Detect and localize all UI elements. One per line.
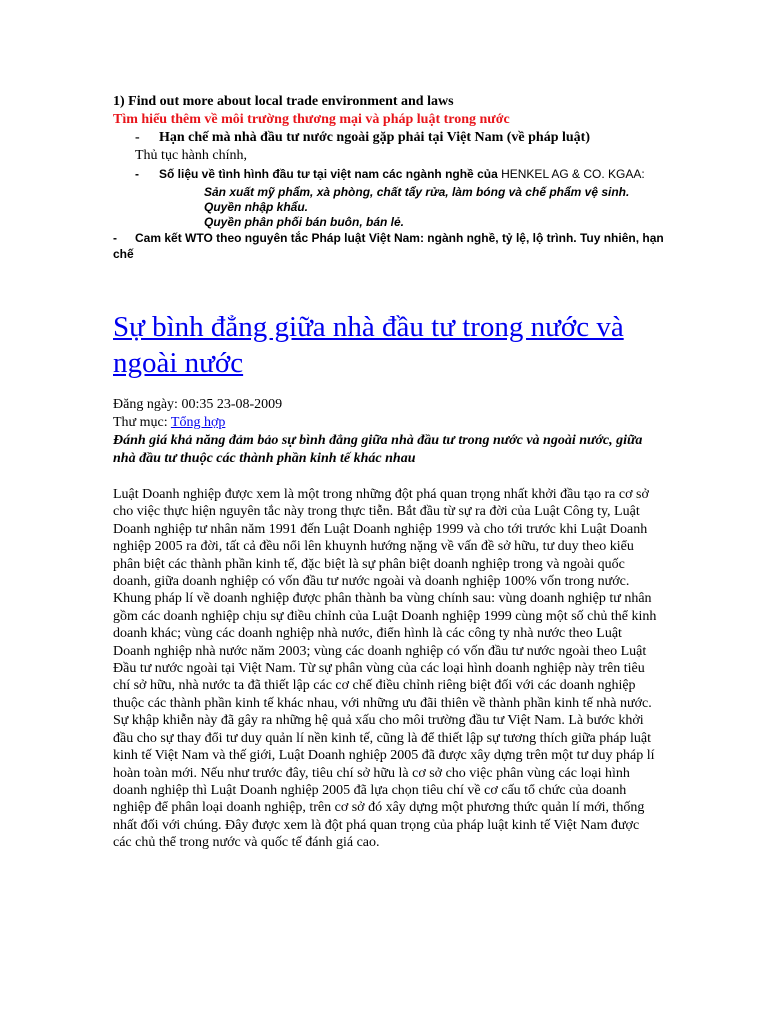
bullet-investment-data-vi: Số liệu về tình hình đầu tư tại việt nam các ngành nghề của bbox=[159, 167, 498, 181]
list-item: Quyền nhập khẩu. bbox=[204, 200, 309, 214]
post-date-label: Đăng ngày: bbox=[113, 397, 178, 412]
article-body: Luật Doanh nghiệp được xem là một trong những đột phá quan trọng nhất khởi đầu tạo ra cơ sở cho việc thực hiện nguyên tắc này trong thực tiễn. Bắt đầu từ sự ra đời của Luật Công ty, Luật Doanh nghiệp tư nhân năm 1991 đến Luật Doanh nghiệp 1999 và cho tới trước khi Luật Doanh nghiệp 2005 ra đời, tất cả đều nổi lên khuynh hướng nặng về vấn đề sở hữu, tư duy theo kiểu phân biệt các thành phần kinh tế, đặc biệt là sự phân biệt doanh nghiệp trong và ngoài quốc doanh, giữa doanh nghiệp có vốn đầu tư nước ngoài và doanh nghiệp 100% vốn trong nước. Khung pháp lí về doanh nghiệp được phân thành ba vùng chính sau: vùng doanh nghiệp tư nhân gồm các doanh nghiệp chịu sự điều chỉnh của Luật Doanh nghiệp 1999 cùng một số chủ thể kinh doanh khác; vùng các doanh nghiệp nhà nước, điển hình là các công ty nhà nước theo Luật Doanh nghiệp nhà nước năm 2003; vùng các doanh nghiệp có vốn đầu tư nước ngoài theo Luật Đầu tư nước ngoài tại Việt Nam. Từ sự phân vùng của các loại hình doanh nghiệp này trên tiêu chí sở hữu, nhà nước ta đã thiết lập các cơ chế điều chỉnh riêng biệt đối với các doanh nghiệp thuộc các thành phần kinh tế khác nhau, với những ưu đãi thiên về thành phần kinh tế nhà nước. Sự khập khiễn này đã gây ra những hệ quả xấu cho môi trường đầu tư Việt Nam. Là bước khởi đầu cho sự thay đổi tư duy quản lí nền kinh tế, cũng là để thiết lập sự tương thích giữa pháp luật kinh tế Việt Nam và thế giới, Luật Doanh nghiệp 2005 đã được xây dựng trên một tư duy pháp lí hoàn toàn mới. Nếu như trước đây, tiêu chí sở hữu là cơ sở cho việc phân vùng các loại hình doanh nghiệp thì Luật Doanh nghiệp 2005 đã lựa chọn tiêu chí về cơ cấu tổ chức của doanh nghiệp để phân loại doanh nghiệp, trên cơ sở đó xây dựng một phương thức quản lí mới, thống nhất đối với chúng. Đây được xem là đột phá quan trọng của pháp luật kinh tế Việt Nam được các chủ thể trong nước và quốc tế đánh giá cao. bbox=[113, 487, 657, 851]
bullet-restrictions bbox=[113, 128, 673, 147]
business-lines-list bbox=[113, 185, 673, 230]
list-item: Sản xuất mỹ phẩm, xà phòng, chất tẩy rửa, làm bóng và chế phẩm vệ sinh. bbox=[204, 185, 630, 199]
bullet-restrictions-detail: Thủ tục hành chính, bbox=[135, 148, 247, 163]
company-name: HENKEL AG & CO. KGAA: bbox=[501, 167, 645, 181]
bullet-dash: - bbox=[135, 167, 139, 181]
list-item: Quyền phân phối bán buôn, bán lẻ. bbox=[204, 215, 404, 229]
bullet-wto-commitment bbox=[113, 230, 673, 262]
section-trade-environment bbox=[113, 93, 673, 262]
bullet-restrictions-text: Hạn chế mà nhà đầu tư nước ngoài gặp phải tại Việt Nam (về pháp luật) bbox=[159, 130, 590, 145]
section-heading-vietnamese: Tìm hiểu thêm về môi trường thương mại và pháp luật trong nước bbox=[113, 112, 510, 127]
bullet-dash: - bbox=[113, 231, 117, 245]
bullet-dash: - bbox=[135, 130, 140, 145]
bullet-wto-commitment-text: Cam kết WTO theo nguyên tắc Pháp luật Việt Nam: ngành nghề, tỷ lệ, lộ trình. Tuy nhiên, hạn chế bbox=[113, 231, 664, 261]
bullet-investment-data-text bbox=[113, 167, 673, 182]
folder-link[interactable]: Tổng hợp bbox=[170, 415, 226, 430]
article-lead: Đánh giá khả năng đảm bảo sự bình đẳng giữa nhà đầu tư trong nước và ngoài nước, giữa nhà đầu tư thuộc các thành phần kinh tế khác nhau bbox=[113, 433, 643, 466]
folder-line bbox=[113, 414, 673, 432]
article-title-link[interactable]: Sự bình đẳng giữa nhà đầu tư trong nước và ngoài nước bbox=[113, 311, 624, 379]
article-title bbox=[113, 309, 673, 381]
folder-label: Thư mục: bbox=[113, 415, 168, 430]
bullet-investment-data bbox=[113, 167, 673, 182]
post-date-line bbox=[113, 396, 673, 414]
post-date-value: 00:35 23-08-2009 bbox=[181, 397, 283, 412]
article-meta bbox=[113, 396, 673, 468]
section-heading-english: 1) Find out more about local trade environment and laws bbox=[113, 94, 454, 109]
